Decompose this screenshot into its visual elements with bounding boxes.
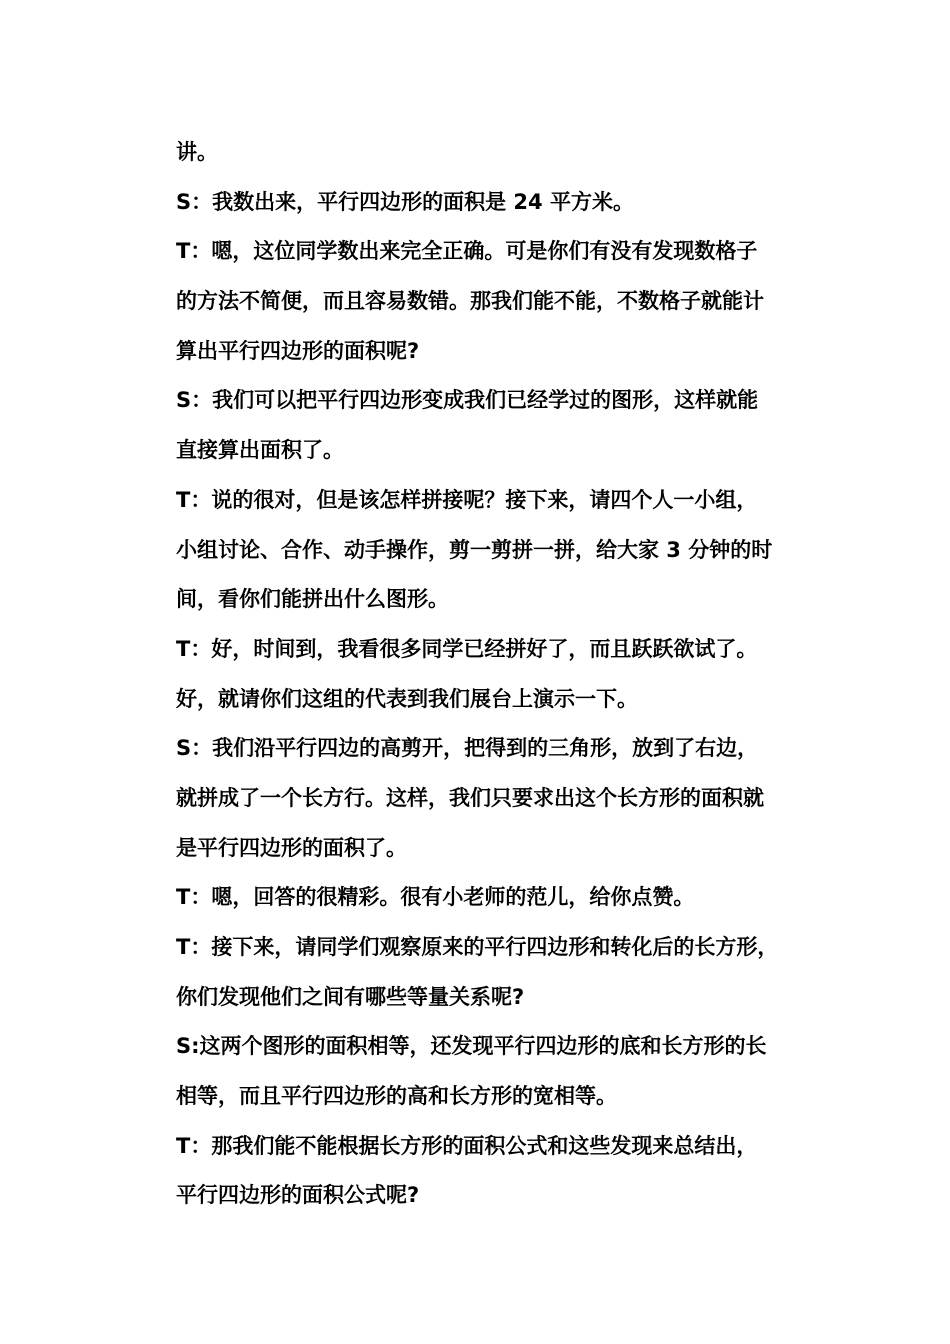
text-line-2: S：我数出来，平行四边形的面积是 24 平方米。: [176, 189, 634, 214]
text-line-19: S:这两个图形的面积相等，还发现平行四边形的底和长方形的长: [176, 1034, 767, 1059]
text-line-13: S：我们沿平行四边的高剪开，把得到的三角形，放到了右边，: [176, 736, 759, 761]
text-line-14: 就拼成了一个长方行。这样，我们只要求出这个长方形的面积就: [176, 785, 764, 810]
text-line-21: T：那我们能不能根据长方形的面积公式和这些发现来总结出，: [176, 1133, 758, 1158]
text-line-11: T：好，时间到，我看很多同学已经拼好了，而且跃跃欲试了。: [176, 636, 758, 661]
text-line-4: 的方法不简便，而且容易数错。那我们能不能，不数格子就能计: [176, 289, 764, 314]
text-line-18: 你们发现他们之间有哪些等量关系呢?: [176, 984, 525, 1009]
text-line-10: 间，看你们能拼出什么图形。: [176, 587, 449, 612]
text-line-1: 讲。: [176, 140, 218, 164]
text-line-17: T：接下来，请同学们观察原来的平行四边形和转化后的长方形，: [176, 935, 779, 959]
text-line-5: 算出平行四边形的面积呢?: [176, 338, 420, 363]
text-line-6: S：我们可以把平行四边形变成我们已经学过的图形，这样就能: [176, 388, 759, 413]
text-line-9: 小组讨论、合作、动手操作，剪一剪拼一拼，给大家 3 分钟的时: [176, 537, 773, 562]
text-line-15: 是平行四边形的面积了。: [176, 835, 407, 860]
text-line-16: T：嗯，回答的很精彩。很有小老师的范儿，给你点赞。: [176, 885, 695, 910]
text-line-8: T：说的很对，但是该怎样拼接呢？接下来，请四个人一小组，: [176, 487, 758, 512]
text-line-7: 直接算出面积了。: [176, 438, 344, 463]
text-line-12: 好，就请你们这组的代表到我们展台上演示一下。: [176, 686, 638, 711]
text-line-20: 相等，而且平行四边形的高和长方形的宽相等。: [176, 1084, 617, 1109]
document-body: [176, 128, 836, 1221]
text-line-22: 平行四边形的面积公式呢?: [176, 1183, 420, 1208]
text-line-3: T：嗯，这位同学数出来完全正确。可是你们有没有发现数格子: [176, 239, 758, 264]
